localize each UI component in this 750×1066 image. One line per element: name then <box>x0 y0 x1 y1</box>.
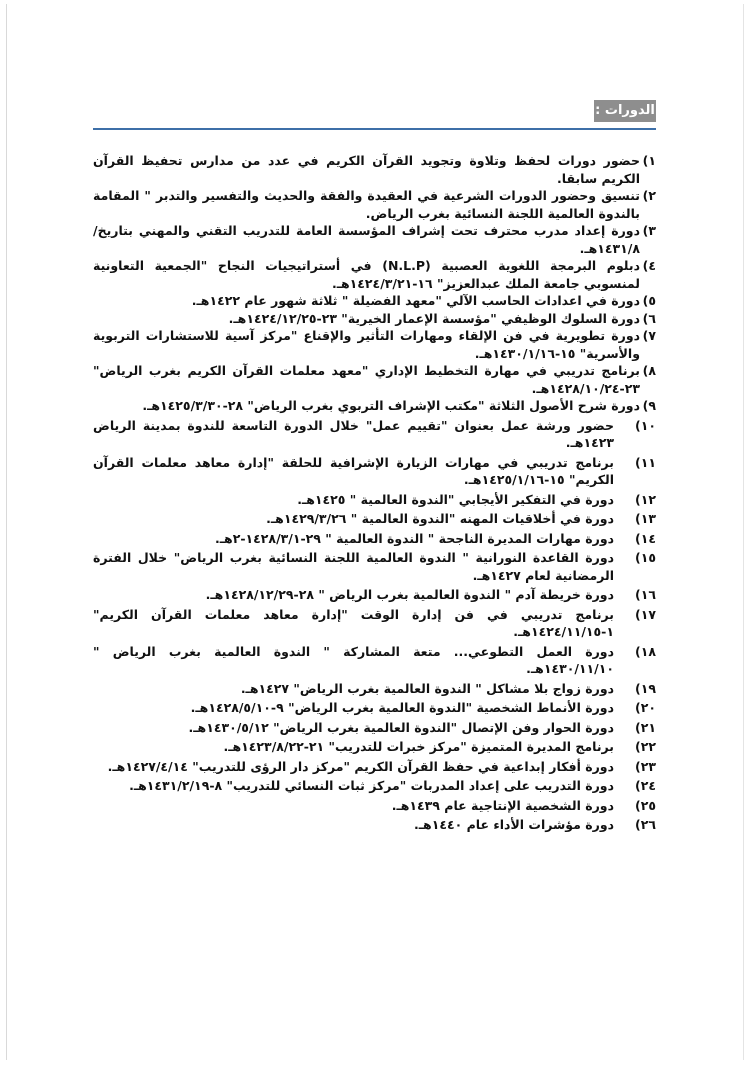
list-item <box>93 719 656 737</box>
item-text: حضور دورات لحفظ وتلاوة وتجويد القرآن الكريم في عدد من مدارس تحفيظ القرآن الكريم سابقا. <box>93 153 640 186</box>
item-number: ١١) <box>635 454 656 470</box>
item-number: ١٥) <box>635 550 656 565</box>
item-number: ٢) <box>642 188 656 203</box>
list-item <box>93 327 656 362</box>
item-number: ٣) <box>642 223 656 238</box>
list-item <box>93 310 656 328</box>
item-text: تنسيق وحضور الدورات الشرعية في العقيدة والفقة والحديث والتفسير والتدبر " المقامة بالندوة العالمية اللجنة النسائية بغرب الرياض. <box>93 188 640 221</box>
item-text: دورة أفكار إبداعية في حفظ القرآن الكريم "مركز دار الرؤى للتدريب" ١٤٢٧/٤/١٤هـ. <box>107 758 614 774</box>
item-number: ٦) <box>642 310 656 326</box>
item-text: دورة تطويرية في فن الإلقاء ومهارات التأثير والإقناع "مركز آسية للاستشارات التربوية والأسرية" ١٥-١٤٣٠/١/١٦هـ. <box>93 328 640 361</box>
list-item <box>93 491 656 509</box>
list-item <box>93 222 656 257</box>
item-text: دورة خريطة آدم " الندوة العالمية بغرب الرياض " ٢٨-١٤٢٨/١٢/٢٩هـ. <box>205 587 614 602</box>
list-item <box>93 680 656 698</box>
list-item <box>93 699 656 717</box>
item-text: دورة مهارات المديرة الناجحة " الندوة العالمية " ٢٩-١٤٢٨/٣/١-٢هـ. <box>215 530 614 546</box>
item-text: دورة التدريب على إعداد المدربات "مركز ثبات النسائي للتدريب" ٨-١٤٣١/٢/١٩هـ. <box>129 778 614 793</box>
item-number: ٢١) <box>635 719 656 735</box>
list-item <box>93 292 656 310</box>
list-item <box>93 417 656 452</box>
item-number: ٤) <box>642 258 656 273</box>
list-item <box>93 257 656 292</box>
list-item <box>93 586 656 604</box>
item-number: ١٨) <box>635 643 656 659</box>
item-number: ٢٦) <box>635 817 656 832</box>
item-number: ٧) <box>642 328 656 343</box>
list-item <box>93 530 656 548</box>
list-item <box>93 816 656 834</box>
item-text: حضور ورشة عمل بعنوان "تقييم عمل" خلال الدورة التاسعة للندوة بمدينة الرياض ١٤٢٣هـ. <box>93 417 614 450</box>
list-item <box>93 549 656 584</box>
item-number: ١) <box>642 153 656 168</box>
section-header <box>93 100 656 122</box>
list-item <box>93 362 656 397</box>
list-item <box>93 510 656 528</box>
item-number: ١٤) <box>635 530 656 546</box>
item-text: دورة في أخلاقيات المهنه "الندوة العالمية " ١٤٢٩/٣/٢٦هـ. <box>266 511 614 526</box>
list-item <box>93 187 656 222</box>
section-title: الدورات : <box>594 100 656 122</box>
list-item <box>93 797 656 815</box>
item-text: دورة السلوك الوظيفي "مؤسسة الإعمار الخيرية" ٢٣-١٤٢٤/١٢/٢٥هـ. <box>228 310 640 326</box>
item-number: ١٧) <box>635 606 656 622</box>
item-text: دبلوم البرمجة اللغوية العصبية (N.L.P) في أستراتيجيات النجاح "الجمعية التعاونية لمنسوبي جامعة الملك عبدالعزيز" ١٦-١٤٢٤/٣/٢١هـ. <box>93 258 640 291</box>
item-text: دورة في التفكير الأيجابي "الندوة العالمية " ١٤٢٥هـ. <box>297 491 614 507</box>
courses-list <box>93 152 656 834</box>
item-number: ١٠) <box>635 417 656 433</box>
item-text: دورة الحوار وفن الإتصال "الندوة العالمية بغرب الرياض" ١٤٣٠/٥/١٢هـ. <box>188 719 614 735</box>
item-number: ٢٤) <box>635 778 656 793</box>
item-number: ٥) <box>642 293 656 308</box>
list-item <box>93 738 656 756</box>
list-item <box>93 454 656 489</box>
item-text: دورة القاعدة النورانية " الندوة العالمية اللجنة النسائية بغرب الرياض" خلال الفترة الرمضانية لعام ١٤٢٧هـ. <box>93 550 614 583</box>
item-number: ٨) <box>642 363 656 378</box>
item-text: دورة شرح الأصول الثلاثة "مكتب الإشراف التربوي بغرب الرياض" ٢٨-١٤٢٥/٣/٣٠هـ. <box>142 398 640 413</box>
item-text: برنامج تدريبي في فن إدارة الوقت "إدارة معاهد معلمات القرآن الكريم" ١-١٤٢٤/١١/١٥هـ. <box>93 606 614 639</box>
item-number: ٢٠) <box>635 700 656 715</box>
item-number: ١٣) <box>635 511 656 526</box>
item-text: دورة إعداد مدرب محترف تحت إشراف المؤسسة العامة للتدريب التقني والمهني بتاريخ/١٤٣١/٨هـ. <box>93 223 640 256</box>
list-item <box>93 606 656 641</box>
item-text: برنامج المديرة المتميزة "مركز خبرات للتدريب" ٢١-١٤٢٣/٨/٢٢هـ. <box>223 739 614 754</box>
list-item <box>93 758 656 776</box>
item-number: ١٩) <box>635 680 656 696</box>
item-number: ١٢) <box>635 491 656 507</box>
list-item <box>93 152 656 187</box>
item-text: برنامج تدريبي في مهارات الزيارة الإشرافية للحلقة "إدارة معاهد معلمات القرآن الكريم" ١٥-١٤٢٥/١/١٦هـ. <box>93 454 614 487</box>
item-number: ٩) <box>642 398 656 413</box>
list-item <box>93 777 656 795</box>
item-text: برنامج تدريبي في مهارة التخطيط الإداري "معهد معلمات القرآن الكريم بغرب الرياض" ٢٣-١٤٢٨/١٠/٢٤هـ. <box>93 363 640 396</box>
item-number: ١٦) <box>635 587 656 602</box>
header-divider <box>93 128 656 130</box>
item-text: دورة الأنماط الشخصية "الندوة العالمية بغرب الرياض" ٩-١٤٢٨/٥/١٠هـ. <box>190 700 614 715</box>
item-number: ٢٣) <box>635 758 656 774</box>
list-item <box>93 643 656 678</box>
list-item <box>93 397 656 415</box>
item-text: دورة مؤشرات الأداء عام ١٤٤٠هـ. <box>414 817 614 832</box>
item-number: ٢٢) <box>635 739 656 754</box>
item-text: دورة العمل التطوعي... متعة المشاركة " الندوة العالمية بغرب الرياض " ١٤٣٠/١١/١٠هـ. <box>93 643 614 676</box>
item-text: دورة زواج بلا مشاكل " الندوة العالمية بغرب الرياض" ١٤٢٧هـ. <box>240 680 614 696</box>
item-text: دورة الشخصية الإنتاجية عام ١٤٣٩هـ. <box>391 797 614 813</box>
item-text: دورة في اعدادات الحاسب الآلي "معهد الفضيلة " ثلاثة شهور عام ١٤٢٢هـ. <box>191 293 640 308</box>
item-number: ٢٥) <box>635 797 656 813</box>
